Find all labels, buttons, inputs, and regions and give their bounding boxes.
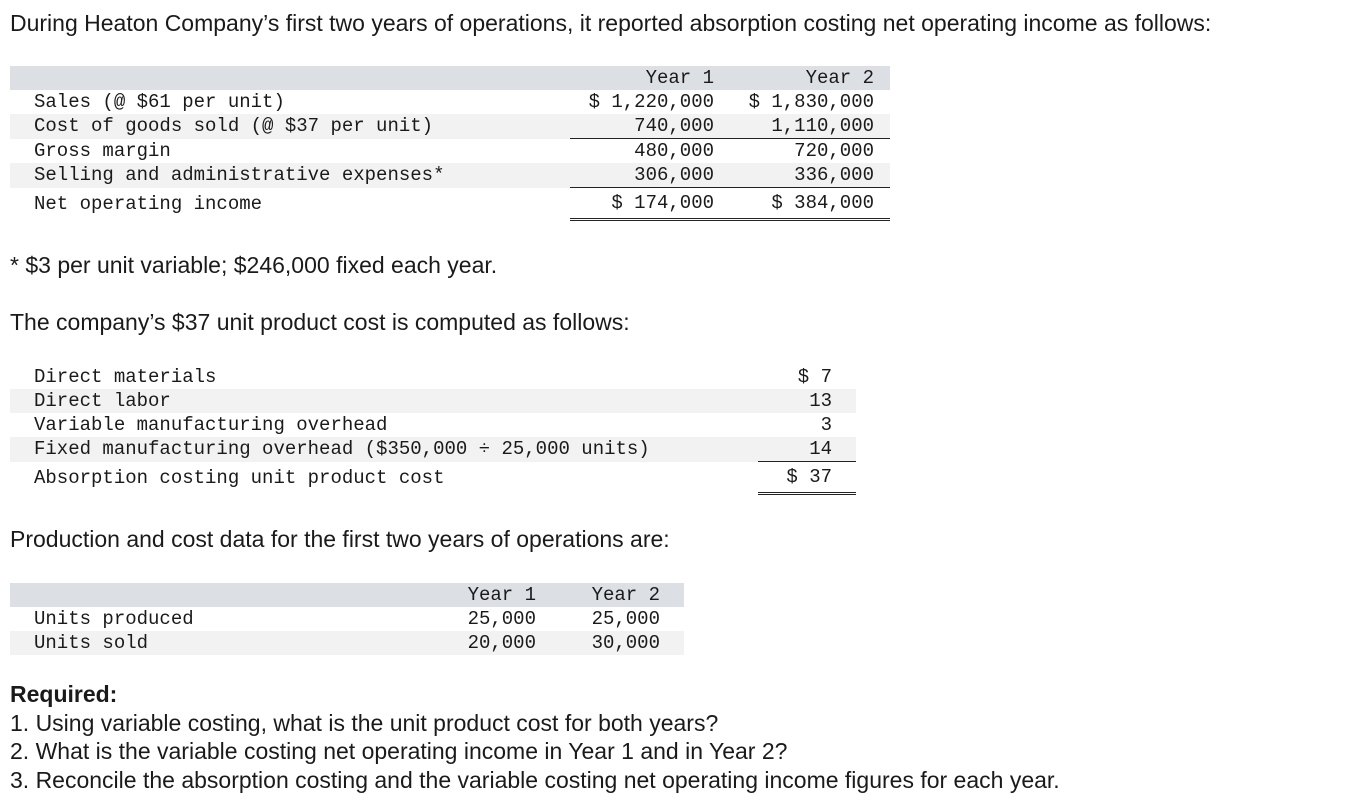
row-label: Selling and administrative expenses*	[10, 163, 570, 188]
year-2-value: 25,000	[591, 608, 660, 630]
table-row	[10, 437, 856, 462]
year-1-value: 740,000	[570, 114, 730, 139]
income-statement-table	[10, 66, 890, 221]
row-label: Units produced	[34, 608, 194, 630]
unit-cost-table	[10, 365, 856, 495]
cost-value: $ 7	[797, 366, 832, 388]
year-1-value: 25,000	[467, 608, 536, 630]
intro-text: During Heaton Company’s first two years of operations, it reported absorption costing net operating income as follows:	[10, 10, 1212, 36]
header-year-1: Year 1	[430, 583, 554, 607]
footnote-text: * $3 per unit variable; $246,000 fixed each year.	[10, 252, 498, 278]
table-row	[10, 163, 890, 188]
year-1-value: 306,000	[570, 163, 730, 188]
year-1-value: 20,000	[430, 631, 554, 655]
cost-value: 3	[820, 414, 832, 436]
table-row	[10, 139, 890, 164]
required-item-2: 2. What is the variable costing net operating income in Year 1 and in Year 2?	[10, 738, 788, 764]
production-intro-text: Production and cost data for the first two years of operations are:	[10, 526, 670, 552]
year-2-value: 720,000	[794, 140, 874, 162]
required-title: Required:	[10, 681, 118, 707]
table-row	[10, 90, 890, 114]
table-row	[10, 389, 856, 413]
cost-value: 13	[758, 389, 856, 413]
row-label: Gross margin	[34, 139, 171, 162]
row-label: Sales (@ $61 per unit)	[34, 91, 285, 113]
year-2-value: 1,110,000	[730, 114, 890, 139]
year-1-value: 480,000	[634, 140, 714, 162]
unit-cost-intro-text: The company’s $37 unit product cost is computed as follows:	[10, 309, 630, 335]
cost-value: 14	[758, 437, 856, 462]
required-item-3: 3. Reconcile the absorption costing and the variable costing net operating income figures for each year.	[10, 766, 1060, 793]
row-label: Cost of goods sold (@ $37 per unit)	[10, 114, 570, 139]
year-2-value: $ 1,830,000	[748, 91, 874, 113]
table-row	[10, 631, 684, 655]
header-year-2: Year 2	[730, 66, 890, 90]
required-item-1: 1. Using variable costing, what is the unit product cost for both years?	[10, 709, 719, 736]
table-row	[10, 413, 856, 437]
row-label: Direct labor	[10, 389, 758, 413]
production-table	[10, 583, 684, 655]
table-row-total	[10, 462, 856, 494]
row-label: Fixed manufacturing overhead ($350,000 ÷ 25,000 units)	[10, 437, 758, 462]
table-row	[10, 607, 684, 631]
table-row	[10, 365, 856, 389]
row-label: Direct materials	[34, 366, 217, 388]
year-2-value: $ 384,000	[730, 188, 890, 220]
year-2-value: 30,000	[554, 631, 684, 655]
required-section	[10, 680, 1060, 794]
cost-value: $ 37	[758, 462, 856, 494]
row-label: Net operating income	[34, 192, 263, 215]
year-1-value: $ 174,000	[570, 188, 730, 220]
row-label: Variable manufacturing overhead	[34, 414, 388, 436]
header-year-1: Year 1	[570, 66, 730, 90]
table-row-total	[10, 188, 890, 220]
header-year-2: Year 2	[554, 583, 684, 607]
row-label: Units sold	[10, 631, 430, 655]
table-row	[10, 114, 890, 139]
year-2-value: 336,000	[730, 163, 890, 188]
year-1-value: $ 1,220,000	[588, 91, 714, 113]
table-header-row	[10, 66, 890, 90]
row-label: Absorption costing unit product cost	[34, 466, 445, 489]
table-header-row	[10, 583, 684, 607]
